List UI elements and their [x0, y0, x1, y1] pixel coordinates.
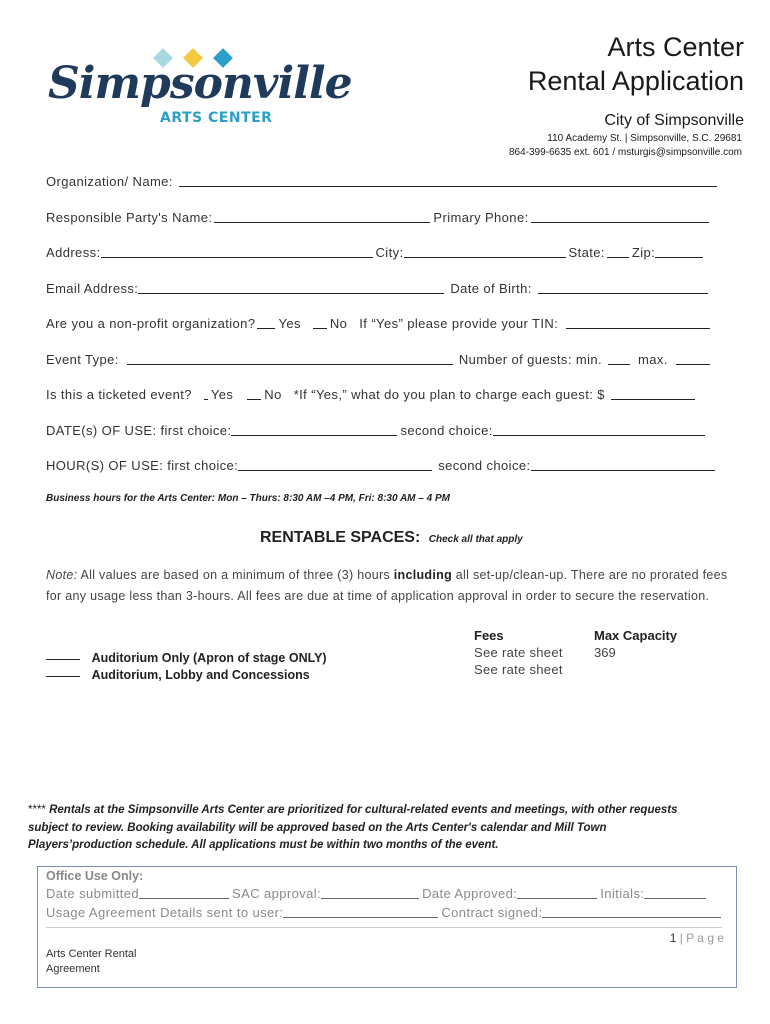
page-number — [670, 931, 724, 945]
checkbox-nonprofit-no[interactable] — [313, 315, 327, 329]
label-organization: Organization/ Name: — [46, 174, 173, 189]
contact-line: 864-399-6635 ext. 601 / msturgis@simpsonville.com — [508, 147, 742, 158]
label-city: City: — [375, 245, 404, 260]
label-primary-phone: Primary Phone: — [433, 210, 529, 225]
field-guests-max[interactable] — [676, 351, 710, 365]
checkbox-ticketed-no[interactable] — [247, 386, 261, 400]
label-date-approved: Date Approved: — [422, 886, 518, 901]
row-organization — [46, 173, 724, 189]
office-heading: Office Use Only: — [46, 869, 144, 883]
note-label: Note: — [46, 568, 78, 582]
city-name: City of Simpsonville — [604, 112, 744, 129]
field-tin[interactable] — [566, 315, 710, 329]
field-responsible[interactable] — [214, 209, 430, 223]
row-nonprofit — [46, 315, 724, 331]
label-hour-use: HOUR(S) OF USE: first choice: — [46, 458, 239, 473]
field-usage[interactable] — [283, 904, 438, 918]
field-contract[interactable] — [542, 904, 721, 918]
label-ticketed: Is this a ticketed event? — [46, 387, 192, 402]
rentable-check: Check all that apply — [428, 534, 523, 545]
field-sac[interactable] — [321, 885, 419, 899]
space-1-capacity: 369 — [594, 645, 616, 660]
page-word: | P a g e — [679, 931, 724, 945]
label-state: State: — [568, 245, 605, 260]
field-email[interactable] — [138, 280, 444, 294]
checkbox-space-1[interactable] — [46, 646, 80, 660]
row-date-use — [46, 422, 724, 438]
field-zip[interactable] — [655, 244, 703, 258]
label-tin: If “Yes” please provide your TIN: — [359, 316, 559, 331]
label-guests-max: max. — [638, 352, 668, 367]
space-2-name: Auditorium, Lobby and Concessions — [91, 668, 310, 682]
logo — [44, 46, 352, 130]
field-city[interactable] — [404, 244, 566, 258]
rentable-title: RENTABLE SPACES: — [260, 529, 421, 546]
note-bold: including — [393, 568, 452, 582]
title-line2: Rental Application — [527, 66, 744, 96]
row-responsible — [46, 209, 724, 225]
notice-text: Rentals at the Simpsonville Arts Center are prioritized for cultural-related events and meetings, with other requests subject to review. Booking availability will be approved based on the Arts Center's calendar and Mill Town Players’production schedule. All applications must be within two months of the event. — [28, 804, 678, 851]
field-date-first[interactable] — [231, 422, 397, 436]
label-dob: Date of Birth: — [450, 281, 532, 296]
field-date-approved[interactable] — [517, 885, 597, 899]
label-initials: Initials: — [600, 886, 645, 901]
doc-footer-line1: Arts Center Rental — [46, 948, 137, 960]
rentable-heading — [260, 529, 523, 547]
office-divider — [46, 927, 722, 928]
label-ticketed-no: No — [264, 387, 282, 402]
label-nonprofit-no: No — [329, 316, 348, 331]
field-charge[interactable] — [611, 386, 695, 400]
title-line1: Arts Center — [607, 32, 744, 62]
rentable-note — [46, 565, 736, 607]
note-text-2: all set-up/clean-up. There are no prorated fees — [452, 568, 728, 582]
label-date-second: second choice: — [400, 423, 493, 438]
label-event-type: Event Type: — [46, 352, 119, 367]
doc-footer-line2: Agreement — [46, 963, 100, 975]
page-num: 1 — [669, 931, 677, 945]
label-guests-min: Number of guests: min. — [458, 352, 603, 367]
checkbox-nonprofit-yes[interactable] — [257, 315, 275, 329]
label-hour-second: second choice: — [438, 458, 531, 473]
field-date-submitted[interactable] — [139, 885, 229, 899]
field-state[interactable] — [607, 244, 629, 258]
note-text-1: All values are based on a minimum of three (3) hours — [77, 568, 394, 582]
checkbox-space-2[interactable] — [46, 663, 80, 677]
field-dob[interactable] — [538, 280, 708, 294]
capacity-header: Max Capacity — [594, 628, 678, 643]
field-primary-phone[interactable] — [531, 209, 709, 223]
label-date-submitted: Date submitted — [46, 886, 140, 901]
label-charge: *If “Yes,” what do you plan to charge each guest: $ — [293, 387, 605, 402]
row-hour-use — [46, 457, 724, 473]
field-date-second[interactable] — [493, 422, 705, 436]
label-sac: SAC approval: — [232, 886, 322, 901]
label-contract: Contract signed: — [441, 905, 543, 920]
space-2-fee: See rate sheet — [474, 662, 563, 677]
field-guests-min[interactable] — [608, 351, 630, 365]
row-email — [46, 280, 724, 296]
field-hour-first[interactable] — [238, 457, 432, 471]
fees-header: Fees — [474, 628, 504, 643]
logo-script: Simpsonville — [48, 58, 352, 109]
logo-sub: ARTS CENTER — [160, 110, 273, 126]
label-date-use: DATE(s) OF USE: first choice: — [46, 423, 232, 438]
checkbox-ticketed-yes[interactable] — [204, 386, 208, 400]
label-email: Email Address: — [46, 281, 139, 296]
label-usage: Usage Agreement Details sent to user: — [46, 905, 284, 920]
address-line: 110 Academy St. | Simpsonville, S.C. 29681 — [547, 133, 742, 144]
office-row-1 — [46, 885, 724, 901]
field-address[interactable] — [101, 244, 373, 258]
row-ticketed — [46, 386, 724, 402]
row-event-type — [46, 351, 724, 367]
field-initials[interactable] — [644, 885, 706, 899]
doc-footer-title — [46, 947, 136, 977]
field-event-type[interactable] — [127, 351, 453, 365]
business-hours: Business hours for the Arts Center: Mon – Thurs: 8:30 AM –4 PM, Fri: 8:30 AM – 4 PM — [46, 493, 450, 504]
office-row-2 — [46, 904, 724, 920]
space-row-2 — [46, 663, 310, 682]
space-1-fee: See rate sheet — [474, 645, 563, 660]
note-text-3: for any usage less than 3-hours. All fees are due at time of application approval in order to secure the reservation. — [46, 589, 710, 603]
field-organization[interactable] — [179, 173, 717, 187]
label-ticketed-yes: Yes — [210, 387, 234, 402]
label-nonprofit: Are you a non-profit organization? — [46, 316, 256, 331]
label-nonprofit-yes: Yes — [278, 316, 301, 331]
space-1-name: Auditorium Only (Apron of stage ONLY) — [91, 651, 327, 665]
label-address: Address: — [46, 245, 101, 260]
field-hour-second[interactable] — [531, 457, 715, 471]
notice-stars: **** — [28, 804, 46, 816]
label-responsible: Responsible Party's Name: — [46, 210, 213, 225]
label-zip: Zip: — [631, 245, 656, 260]
rentals-notice — [28, 802, 708, 855]
row-address — [46, 244, 724, 260]
